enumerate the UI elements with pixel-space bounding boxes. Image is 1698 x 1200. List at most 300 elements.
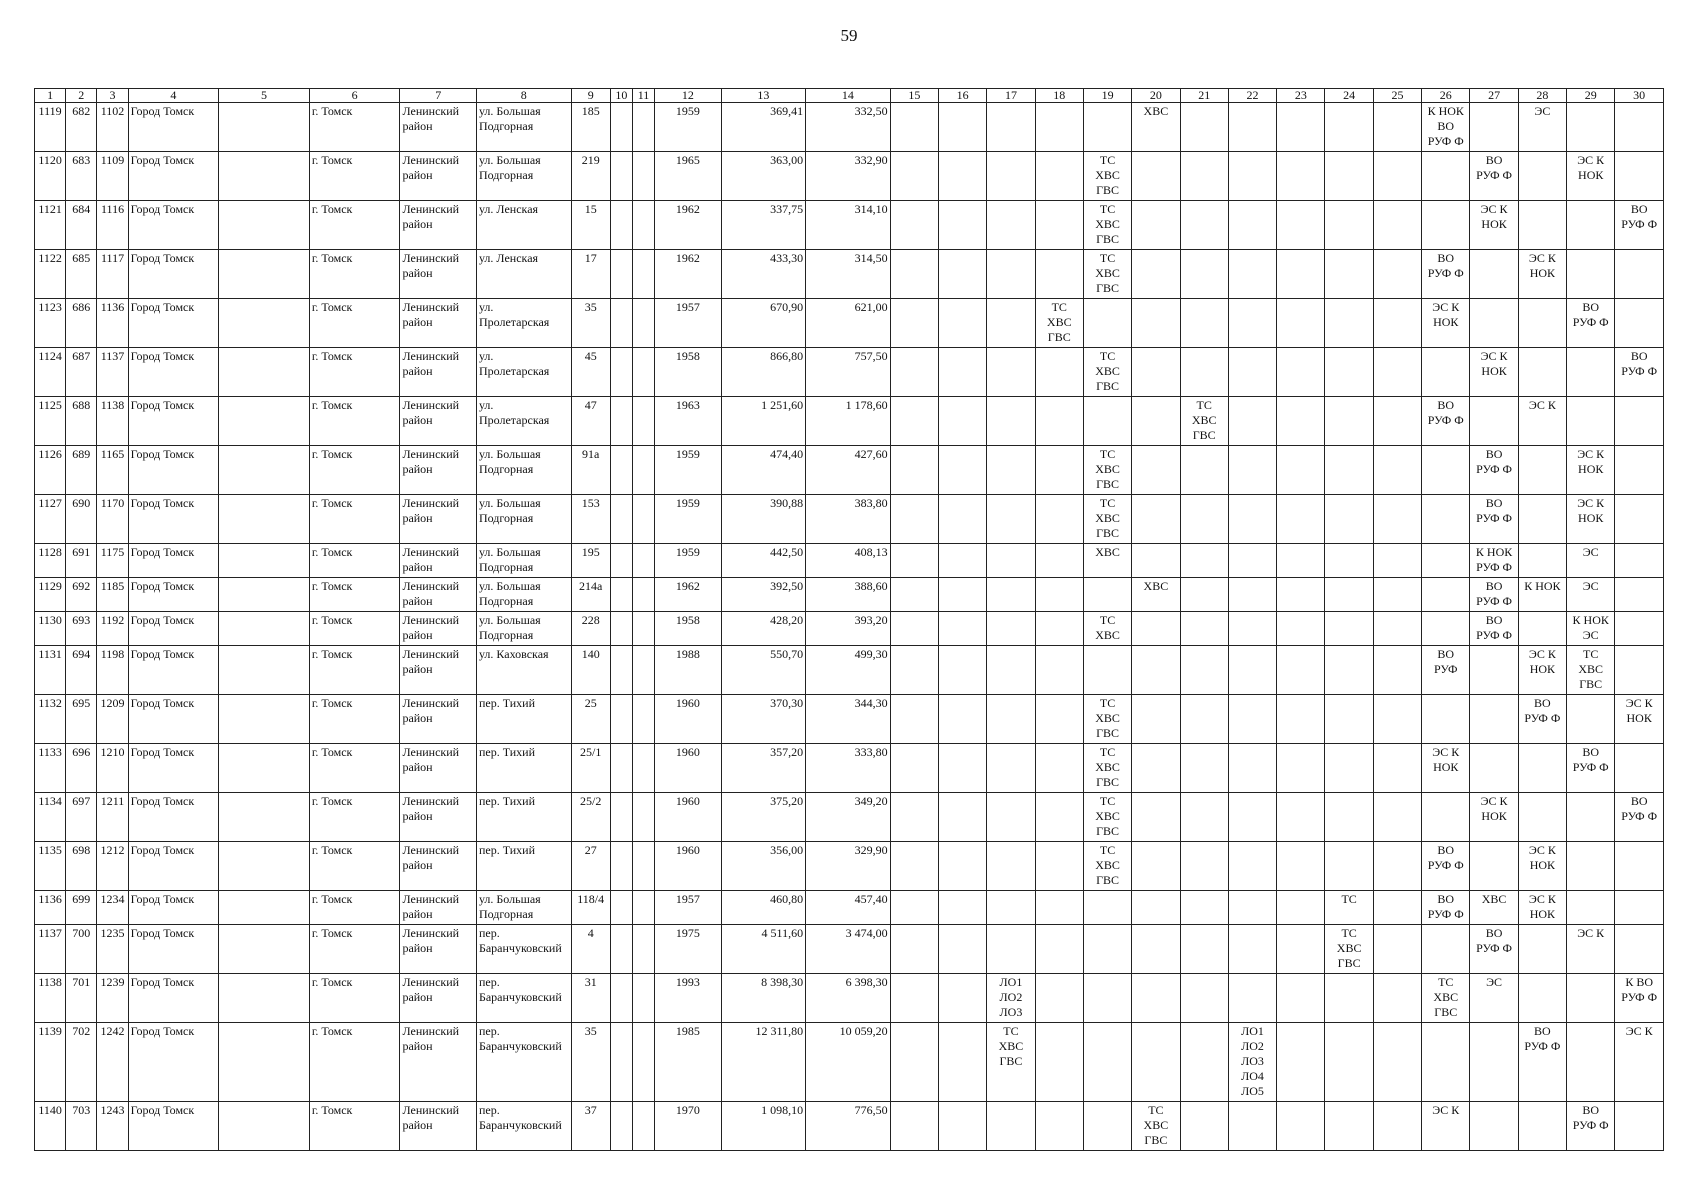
table-cell: 689 (66, 446, 97, 495)
table-row (35, 201, 1664, 250)
table-cell: ТС ХВС ГВС (1083, 348, 1131, 397)
table-cell (1132, 446, 1180, 495)
table-cell: ТС ХВС ГВС (1422, 974, 1470, 1023)
table-cell (1132, 695, 1180, 744)
table-cell (1325, 397, 1373, 446)
table-cell: 702 (66, 1023, 97, 1102)
table-cell (1228, 348, 1276, 397)
table-cell (219, 891, 310, 925)
table-cell: 1122 (35, 250, 66, 299)
table-cell (1228, 695, 1276, 744)
table-cell: г. Томск (309, 201, 400, 250)
table-cell: ТС ХВС ГВС (1035, 299, 1083, 348)
table-cell: ЭС К НОК (1470, 793, 1518, 842)
column-header: 17 (987, 89, 1035, 103)
table-cell (890, 544, 938, 578)
table-cell (632, 201, 654, 250)
table-cell: ВО РУФ Ф (1615, 793, 1664, 842)
table-cell (987, 646, 1035, 695)
table-cell (1132, 201, 1180, 250)
table-cell: 228 (571, 612, 610, 646)
table-cell (1035, 152, 1083, 201)
table-cell (1567, 974, 1615, 1023)
table-cell: 6 398,30 (806, 974, 891, 1023)
table-cell: 25 (571, 695, 610, 744)
table-cell (938, 793, 986, 842)
table-cell: 1132 (35, 695, 66, 744)
table-row (35, 1102, 1664, 1151)
table-cell (632, 793, 654, 842)
table-cell: 699 (66, 891, 97, 925)
table-cell: Город Томск (128, 578, 219, 612)
table-cell: К НОК ЭС (1567, 612, 1615, 646)
table-cell (890, 397, 938, 446)
table-cell (938, 201, 986, 250)
table-cell (938, 250, 986, 299)
table-cell (1228, 744, 1276, 793)
table-cell: ЭС К НОК (1470, 348, 1518, 397)
table-cell: 45 (571, 348, 610, 397)
table-cell: пер. Тихий (476, 842, 571, 891)
table-cell: 1242 (97, 1023, 128, 1102)
table-cell: пер. Баранчуковский (476, 925, 571, 974)
column-header: 19 (1083, 89, 1131, 103)
table-cell (1325, 495, 1373, 544)
table-cell (938, 842, 986, 891)
table-cell (1422, 578, 1470, 612)
table-cell: Город Томск (128, 1023, 219, 1102)
table-cell (610, 925, 632, 974)
table-row (35, 446, 1664, 495)
table-cell (890, 646, 938, 695)
table-cell: 691 (66, 544, 97, 578)
table-cell (1035, 612, 1083, 646)
table-cell: 1959 (655, 544, 721, 578)
table-cell (987, 201, 1035, 250)
table-cell: 344,30 (806, 695, 891, 744)
table-cell (1277, 348, 1325, 397)
table-cell: ул. Каховская (476, 646, 571, 695)
table-cell (1373, 646, 1421, 695)
table-cell: 8 398,30 (721, 974, 806, 1023)
table-cell (987, 793, 1035, 842)
table-cell (1615, 842, 1664, 891)
table-cell: г. Томск (309, 925, 400, 974)
table-cell: 37 (571, 1102, 610, 1151)
table-cell (632, 250, 654, 299)
table-cell (610, 103, 632, 152)
table-cell (1422, 1023, 1470, 1102)
table-cell: 314,50 (806, 250, 891, 299)
table-cell (219, 446, 310, 495)
table-cell (632, 299, 654, 348)
table-cell: ЛО1 ЛО2 ЛО3 ЛО4 ЛО5 (1228, 1023, 1276, 1102)
table-row (35, 891, 1664, 925)
table-cell (1373, 250, 1421, 299)
table-cell: Город Томск (128, 612, 219, 646)
table-cell: 1993 (655, 974, 721, 1023)
table-cell (1035, 103, 1083, 152)
table-cell: г. Томск (309, 446, 400, 495)
table-cell (1083, 974, 1131, 1023)
table-cell (1228, 495, 1276, 544)
table-cell: 694 (66, 646, 97, 695)
table-cell (1325, 578, 1373, 612)
table-cell: ул. Большая Подгорная (476, 103, 571, 152)
table-cell: ТС ХВС (1083, 612, 1131, 646)
table-cell: 408,13 (806, 544, 891, 578)
table-cell: г. Томск (309, 299, 400, 348)
table-cell: 1139 (35, 1023, 66, 1102)
table-cell: 687 (66, 348, 97, 397)
table-cell: ХВС (1132, 578, 1180, 612)
table-cell (1132, 250, 1180, 299)
table-cell (1470, 1102, 1518, 1151)
table-cell: 1957 (655, 299, 721, 348)
table-cell (219, 1102, 310, 1151)
table-cell: 25/2 (571, 793, 610, 842)
table-cell (1180, 544, 1228, 578)
column-header: 10 (610, 89, 632, 103)
table-cell (987, 925, 1035, 974)
table-cell: Город Томск (128, 793, 219, 842)
table-cell (1325, 974, 1373, 1023)
table-cell (938, 612, 986, 646)
table-cell (1518, 299, 1566, 348)
table-cell (890, 1023, 938, 1102)
table-cell (1132, 612, 1180, 646)
table-cell (219, 612, 310, 646)
table-cell: 698 (66, 842, 97, 891)
table-cell (1035, 974, 1083, 1023)
table-cell (1615, 925, 1664, 974)
table-cell (938, 744, 986, 793)
table-cell (1277, 612, 1325, 646)
column-header: 30 (1615, 89, 1664, 103)
table-cell (1325, 695, 1373, 744)
table-cell: Город Томск (128, 544, 219, 578)
table-cell (1180, 891, 1228, 925)
table-cell: 1958 (655, 612, 721, 646)
table-cell (1180, 201, 1228, 250)
table-cell (219, 925, 310, 974)
table-cell: 314,10 (806, 201, 891, 250)
table-cell (1373, 793, 1421, 842)
table-cell: 369,41 (721, 103, 806, 152)
table-cell: ВО РУФ Ф (1422, 842, 1470, 891)
table-cell (1083, 397, 1131, 446)
table-cell: 118/4 (571, 891, 610, 925)
table-cell: 697 (66, 793, 97, 842)
table-cell (1035, 646, 1083, 695)
table-cell: 1210 (97, 744, 128, 793)
table-cell (1373, 695, 1421, 744)
table-cell: 700 (66, 925, 97, 974)
table-cell: ТС ХВС ГВС (1083, 744, 1131, 793)
table-cell (1567, 695, 1615, 744)
table-cell (219, 974, 310, 1023)
table-cell (938, 152, 986, 201)
table-cell (610, 348, 632, 397)
table-cell (1470, 695, 1518, 744)
table-cell: 474,40 (721, 446, 806, 495)
table-cell (1228, 974, 1276, 1023)
table-cell (1325, 842, 1373, 891)
table-cell (1132, 152, 1180, 201)
table-cell: Город Томск (128, 495, 219, 544)
table-cell (890, 446, 938, 495)
table-cell: К НОК ВО РУФ Ф (1422, 103, 1470, 152)
table-cell (1277, 250, 1325, 299)
table-cell (1180, 1102, 1228, 1151)
table-cell: ЭС К (1615, 1023, 1664, 1102)
table-cell: г. Томск (309, 793, 400, 842)
table-cell: 1959 (655, 495, 721, 544)
table-cell (987, 250, 1035, 299)
table-cell (1035, 1023, 1083, 1102)
table-row (35, 103, 1664, 152)
table-cell (1373, 578, 1421, 612)
table-cell: 1185 (97, 578, 128, 612)
table-cell: ЭС К НОК (1518, 842, 1566, 891)
table-cell: Город Томск (128, 744, 219, 793)
table-cell (1615, 544, 1664, 578)
table-cell (219, 495, 310, 544)
table-cell (1180, 152, 1228, 201)
table-cell: ул. Пролетарская (476, 397, 571, 446)
table-cell (219, 842, 310, 891)
column-header: 28 (1518, 89, 1566, 103)
table-cell (632, 578, 654, 612)
column-header: 9 (571, 89, 610, 103)
table-cell (1035, 201, 1083, 250)
table-cell: 1136 (35, 891, 66, 925)
table-cell: 1125 (35, 397, 66, 446)
table-cell (1325, 744, 1373, 793)
table-cell (219, 103, 310, 152)
table-cell (1228, 578, 1276, 612)
table-cell (1615, 397, 1664, 446)
table-cell (219, 201, 310, 250)
table-cell (632, 348, 654, 397)
table-cell (1518, 925, 1566, 974)
table-cell (219, 646, 310, 695)
table-cell (1083, 925, 1131, 974)
table-cell (1228, 201, 1276, 250)
table-cell: 1 251,60 (721, 397, 806, 446)
table-cell: 349,20 (806, 793, 891, 842)
table-cell: ЭС К НОК (1518, 250, 1566, 299)
table-cell: ЭС К НОК (1422, 299, 1470, 348)
table-cell (1422, 348, 1470, 397)
table-cell (1035, 348, 1083, 397)
table-cell: 1138 (35, 974, 66, 1023)
table-cell: пер. Баранчуковский (476, 974, 571, 1023)
table-cell: 703 (66, 1102, 97, 1151)
table-cell: ХВС (1083, 544, 1131, 578)
table-cell: 219 (571, 152, 610, 201)
table-cell: 1234 (97, 891, 128, 925)
table-cell: Город Томск (128, 397, 219, 446)
table-cell (1228, 299, 1276, 348)
table-cell (1422, 793, 1470, 842)
table-cell: К НОК (1518, 578, 1566, 612)
table-cell: 757,50 (806, 348, 891, 397)
table-cell: 392,50 (721, 578, 806, 612)
table-cell (1470, 1023, 1518, 1102)
table-cell: 332,50 (806, 103, 891, 152)
table-cell (1518, 1102, 1566, 1151)
table-cell: 1134 (35, 793, 66, 842)
table-row (35, 397, 1664, 446)
table-cell: ЭС (1567, 578, 1615, 612)
table-cell: ТС ХВС ГВС (987, 1023, 1035, 1102)
table-cell (1228, 646, 1276, 695)
table-cell: ул. Большая Подгорная (476, 152, 571, 201)
table-cell (632, 495, 654, 544)
table-cell (1615, 578, 1664, 612)
table-cell: 1988 (655, 646, 721, 695)
table-cell: ВО РУФ Ф (1422, 397, 1470, 446)
table-cell (1228, 612, 1276, 646)
table-cell: пер. Тихий (476, 793, 571, 842)
table-cell (890, 925, 938, 974)
table-cell (219, 1023, 310, 1102)
table-cell: 1140 (35, 1102, 66, 1151)
table-cell (1180, 348, 1228, 397)
table-cell: Город Томск (128, 842, 219, 891)
table-cell: пер. Тихий (476, 695, 571, 744)
table-cell: г. Томск (309, 152, 400, 201)
table-cell (1228, 152, 1276, 201)
table-cell: 457,40 (806, 891, 891, 925)
table-cell (1277, 842, 1325, 891)
table-cell (632, 1102, 654, 1151)
table-cell: ВО РУФ (1422, 646, 1470, 695)
table-cell (1373, 925, 1421, 974)
table-cell (632, 925, 654, 974)
table-cell (987, 1102, 1035, 1151)
table-cell (938, 299, 986, 348)
table-cell (1277, 646, 1325, 695)
column-header: 13 (721, 89, 806, 103)
table-cell: ВО РУФ Ф (1518, 695, 1566, 744)
table-cell (890, 744, 938, 793)
table-cell: ул. Большая Подгорная (476, 495, 571, 544)
table-cell: Ленинский район (400, 103, 477, 152)
table-cell: 1211 (97, 793, 128, 842)
table-cell: Ленинский район (400, 695, 477, 744)
table-cell (632, 974, 654, 1023)
table-cell (1518, 744, 1566, 793)
table-cell: 695 (66, 695, 97, 744)
table-cell (938, 925, 986, 974)
table-cell (1277, 744, 1325, 793)
table-cell (1180, 612, 1228, 646)
table-cell (1373, 446, 1421, 495)
table-cell: 1960 (655, 793, 721, 842)
table-cell (1373, 299, 1421, 348)
table-cell (1422, 446, 1470, 495)
table-cell: 866,80 (721, 348, 806, 397)
table-cell (987, 152, 1035, 201)
table-cell (1373, 1023, 1421, 1102)
table-cell (890, 152, 938, 201)
table-cell: 683 (66, 152, 97, 201)
table-cell: г. Томск (309, 891, 400, 925)
table-cell (610, 974, 632, 1023)
table-cell (1518, 793, 1566, 842)
table-cell: 1962 (655, 578, 721, 612)
table-cell (1615, 495, 1664, 544)
table-cell: Город Томск (128, 646, 219, 695)
table-cell (1277, 925, 1325, 974)
table-cell: 1135 (35, 842, 66, 891)
table-cell: 1138 (97, 397, 128, 446)
table-cell (987, 103, 1035, 152)
table-cell (1373, 348, 1421, 397)
table-cell: ЭС К НОК (1518, 891, 1566, 925)
table-cell: 1120 (35, 152, 66, 201)
column-header: 26 (1422, 89, 1470, 103)
table-cell: 696 (66, 744, 97, 793)
column-header: 14 (806, 89, 891, 103)
table-row (35, 612, 1664, 646)
table-cell: ЭС (1470, 974, 1518, 1023)
table-cell (632, 1023, 654, 1102)
table-cell (1132, 925, 1180, 974)
table-cell (1277, 152, 1325, 201)
table-cell (1228, 544, 1276, 578)
table-cell: г. Томск (309, 544, 400, 578)
table-cell: ТС ХВС ГВС (1083, 793, 1131, 842)
table-header (35, 89, 1664, 103)
table-row (35, 744, 1664, 793)
table-cell (1228, 397, 1276, 446)
table-cell (610, 299, 632, 348)
table-cell (610, 446, 632, 495)
table-cell (1035, 842, 1083, 891)
column-header: 20 (1132, 89, 1180, 103)
table-cell (1132, 544, 1180, 578)
table-cell: 383,80 (806, 495, 891, 544)
table-cell: 337,75 (721, 201, 806, 250)
table-cell (1277, 495, 1325, 544)
table-cell: ул. Ленская (476, 201, 571, 250)
table-cell: 1121 (35, 201, 66, 250)
table-cell: Ленинский район (400, 891, 477, 925)
table-cell (938, 1102, 986, 1151)
table-cell: г. Томск (309, 612, 400, 646)
table-cell (1132, 299, 1180, 348)
table-cell: Ленинский район (400, 348, 477, 397)
table-cell (610, 695, 632, 744)
table-cell: 1102 (97, 103, 128, 152)
table-cell: 686 (66, 299, 97, 348)
table-cell: Город Томск (128, 348, 219, 397)
table-cell (1325, 544, 1373, 578)
table-cell: 1119 (35, 103, 66, 152)
table-cell: 1124 (35, 348, 66, 397)
table-cell: г. Томск (309, 103, 400, 152)
table-cell: 1192 (97, 612, 128, 646)
table-cell: 460,80 (721, 891, 806, 925)
table-cell: Ленинский район (400, 299, 477, 348)
table-cell: 670,90 (721, 299, 806, 348)
table-cell: г. Томск (309, 1102, 400, 1151)
table-cell: 1136 (97, 299, 128, 348)
table-cell: ТС ХВС ГВС (1083, 152, 1131, 201)
